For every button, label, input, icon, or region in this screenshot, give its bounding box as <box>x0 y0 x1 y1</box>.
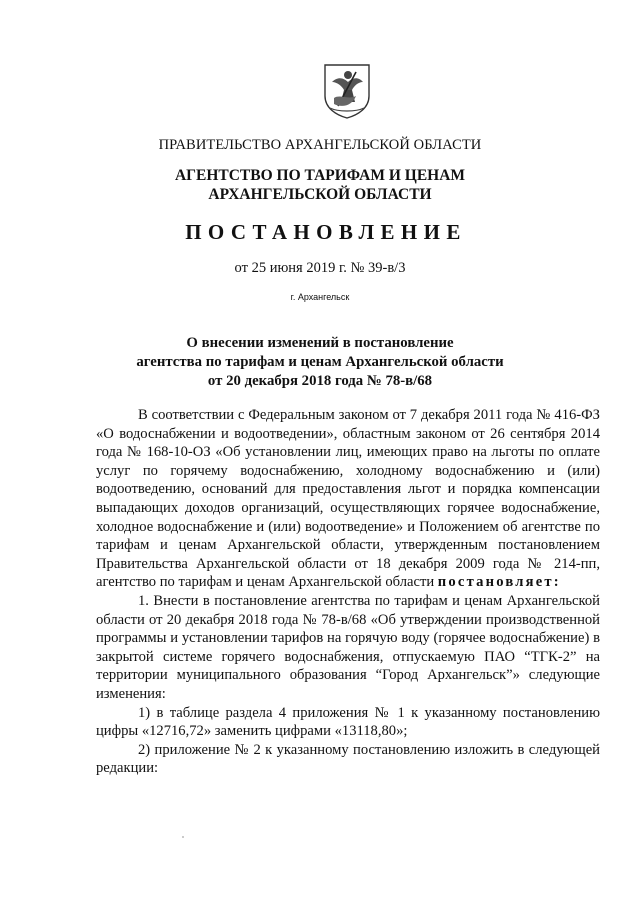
document-city: г. Архангельск <box>290 292 350 302</box>
subject-line2: агентства по тарифам и ценам Архангельской области <box>136 354 504 370</box>
document-body <box>96 406 600 778</box>
agency-name-line1: АГЕНТСТВО ПО ТАРИФАМ И ЦЕНАМ <box>174 167 466 184</box>
resolves-keyword: постановляет: <box>437 574 561 591</box>
document-type-title: ПОСТАНОВЛЕНИЕ <box>185 220 467 244</box>
agency-name <box>0 166 640 204</box>
document-subject <box>0 334 640 391</box>
arkhangelsk-coat-of-arms-icon <box>322 62 372 120</box>
preamble-text: В соответствии с Федеральным законом от 7 декабря 2011 года № 416-ФЗ «О водоснабжении и водоотведении», областным законом от 26 сентября 2014 года № 168-10-ОЗ «Об установлении лиц, имеющих право на льготы по оплате услуг по горячему водоснабжению, холодному водоснабжению и (или) водоотведению, оснований для предоставления льгот и порядка компенсации выпадающих доходов организаций, осуществляющих горячее водоснабжение, холодное водоснабжение и (или) водоотведение» и Положением об агентстве по тарифам и ценам Архангельской области, утвержденным постановлением Правительства Архангельской области от 18 декабря 2009 года № 214-пп, агентство по тарифам и ценам Архангельской области <box>96 407 600 591</box>
government-name: ПРАВИТЕЛЬСТВО АРХАНГЕЛЬСКОЙ ОБЛАСТИ <box>158 137 482 153</box>
item-1-paragraph: 1. Внести в постановление агентства по тарифам и ценам Архангельской области от 20 декабря 2018 года № 78-в/68 «Об утверждении производственной программы и установлении тарифов на горячую воду (горячее водоснабжение) в закрытой системе горячего водоснабжения, отпускаемую ПАО “ТГК-2” на территории муниципального образования “Город Архангельск”» следующие изменения: <box>96 592 600 702</box>
item-1-1-paragraph: 1) в таблице раздела 4 приложения № 1 к указанному постановлению цифры «12716,72» заменить цифрами «13118,80»; <box>96 704 600 740</box>
preamble-paragraph <box>96 406 600 592</box>
subject-line1: О внесении изменений в постановление <box>186 335 454 351</box>
agency-name-line2: АРХАНГЕЛЬСКОЙ ОБЛАСТИ <box>208 186 432 203</box>
item-1-2-paragraph: 2) приложение № 2 к указанному постановлению изложить в следующей редакции: <box>96 741 600 777</box>
scan-speck <box>182 836 184 838</box>
document-date-number: от 25 июня 2019 г. № 39-в/3 <box>234 260 406 276</box>
subject-line3: от 20 декабря 2018 года № 78-в/68 <box>207 373 433 389</box>
